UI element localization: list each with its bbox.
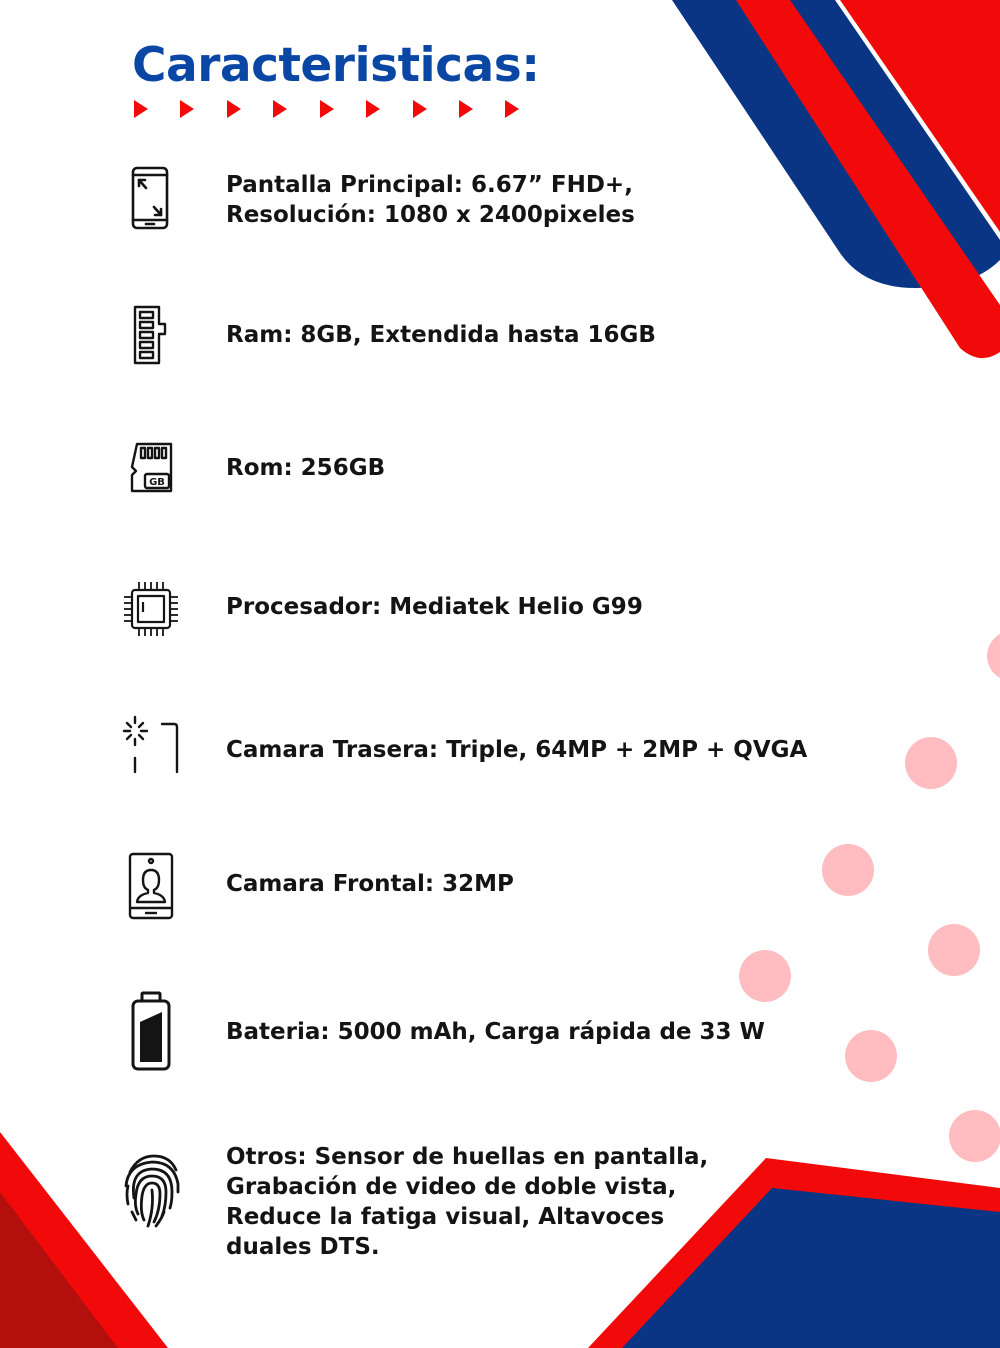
spec-text-rom: Rom: 256GB bbox=[226, 455, 386, 481]
sd-card-label: GB bbox=[149, 477, 165, 488]
processor-chip-icon bbox=[122, 580, 180, 638]
battery-icon bbox=[128, 990, 174, 1072]
spec-text-battery: Bateria: 5000 mAh, Carga rápida de 33 W bbox=[226, 1019, 765, 1045]
spec-text-front-camera: Camara Frontal: 32MP bbox=[226, 871, 514, 897]
spec-text-ram: Ram: 8GB, Extendida hasta 16GB bbox=[226, 322, 656, 348]
fingerprint-icon bbox=[122, 1150, 182, 1232]
arrow-divider bbox=[132, 98, 532, 122]
phone-screen-icon bbox=[130, 166, 170, 230]
spec-text-others: Otros: Sensor de huellas en pantalla, Grabación de video de doble vista, Reduce la fatiga visual, Altavoces duales DTS. bbox=[226, 1144, 709, 1260]
front-camera-icon bbox=[128, 852, 174, 920]
page-title: Caracteristicas: bbox=[132, 38, 540, 93]
ram-module-icon bbox=[132, 304, 170, 366]
spec-text-rear-camera: Camara Trasera: Triple, 64MP + 2MP + QVGA bbox=[226, 737, 808, 763]
spec-text-processor: Procesador: Mediatek Helio G99 bbox=[226, 594, 643, 620]
sd-card-icon bbox=[128, 442, 174, 494]
rear-camera-icon bbox=[122, 714, 182, 776]
spec-text-screen: Pantalla Principal: 6.67” FHD+, Resolución: 1080 x 2400pixeles bbox=[226, 172, 635, 228]
